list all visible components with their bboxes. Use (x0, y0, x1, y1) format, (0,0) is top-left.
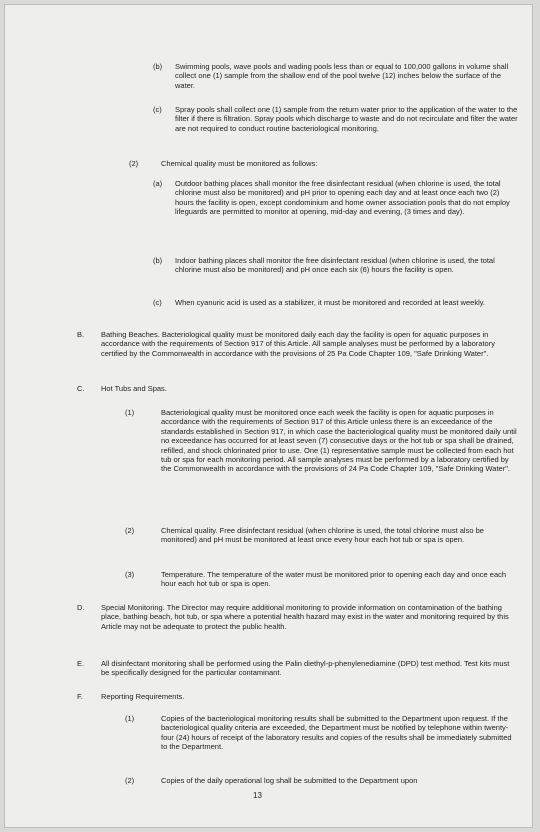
item-f1-bacteriological-results: Copies of the bacteriological monitoring results shall be submitted to the Department upon request. If the bacteriological quality criteria are exceeded, the Department must be notified by telephone within twenty-four (24) hours of receipt of the laboratory results and copies of the results shall be immediately submitted to the Department. (161, 714, 512, 752)
item-c3-label: (3) (125, 570, 135, 579)
item-2c-cyanuric-acid: When cyanuric acid is used as a stabilizer, it must be monitored and recorded at least weekly. (175, 298, 486, 307)
item-c3-temperature: Temperature. The temperature of the water must be monitored prior to opening each day and once each hour each hot tub or spa is open. (161, 570, 507, 589)
item-c2-label: (2) (125, 526, 135, 535)
item-f2-operational-log: Copies of the daily operational log shall be submitted to the Department upon (161, 776, 418, 785)
item-c1-label: (1) (125, 408, 135, 417)
item-2a-label: (a) (153, 179, 163, 188)
item-c1-bacteriological: Bacteriological quality must be monitored once each week the facility is open for aquatic purposes in accordance with the requirements of Section 917 of this Article unless there is an exceedance of the standards established in Section 917, in which case the bacteriological quality must be monitored daily until no exceedance has occurred for at least seven (7) consecutive days or the hot tub or spa shall be drained, refilled, and shock chlorinated prior to use. One (1) representative sample must be collected from each hot tub or spa for each monitoring period. All sample analyses must be performed by a laboratory certified by the Commonwealth in accordance with the provisions of 24 Pa Code Chapter 109, "Safe Drinking Water". (161, 408, 517, 474)
section-e-disinfectant: All disinfectant monitoring shall be performed using the Palin diethyl-p-phenylenediamine (DPD) test method. Test kits must be specifically designed for the particular contaminant. (101, 659, 510, 678)
page-number: 13 (253, 791, 262, 800)
item-2c-label: (c) (153, 298, 162, 307)
document-page (4, 4, 533, 828)
section-c-hot-tubs: Hot Tubs and Spas. (101, 384, 167, 393)
section-d-label: D. (77, 603, 85, 612)
item-b-swimming-pools: Swimming pools, wave pools and wading pools less than or equal to 100,000 gallons in volume shall collect one (1) sample from the shallow end of the pool twelve (12) inches below the surface of the water. (175, 62, 509, 90)
item-c-spray-pools: Spray pools shall collect one (1) sample from the return water prior to the application of the water to the filter if there is filtration. Spray pools which discharge to waste and do not recirculate and filter the water are not required to conduct routine bacteriological monitoring. (175, 105, 518, 133)
section-d-special-monitoring: Special Monitoring. The Director may require additional monitoring to provide information on contamination of the bathing place, bathing beach, hot tub, or spa where a potential health hazard may exist in the water and monitoring required by this Article may not be adequate to protect the public health. (101, 603, 509, 631)
item-2b-indoor-bathing: Indoor bathing places shall monitor the free disinfectant residual (when chlorine is used, the total chlorine must also be monitored) and pH once each six (6) hours the facility is open. (175, 256, 495, 275)
item-2-chemical-quality: Chemical quality must be monitored as follows: (161, 159, 318, 168)
item-2a-outdoor-bathing: Outdoor bathing places shall monitor the free disinfectant residual (when chlorine is used, the total chlorine must also be monitored) and pH prior to opening each day and at least once each two (2) hours the facility is open, except condominium and home owner association pools that do not employ lifeguards are permitted to monitor at opening, mid-day and evening, (3 times and day). (175, 179, 510, 217)
item-2-label: (2) (129, 159, 139, 168)
section-c-label: C. (77, 384, 85, 393)
section-f-reporting: Reporting Requirements. (101, 692, 185, 701)
item-f2-label: (2) (125, 776, 135, 785)
item-b-label: (b) (153, 62, 163, 71)
item-2b-label: (b) (153, 256, 163, 265)
item-f1-label: (1) (125, 714, 135, 723)
section-b-bathing-beaches: Bathing Beaches. Bacteriological quality must be monitored daily each day the facility is open for aquatic purposes in accordance with the requirements of Section 917 of this Article. All sample analyses must be performed by a laboratory certified by the Commonwealth in accordance with the provisions of 25 Pa Code Chapter 109, "Safe Drinking Water". (101, 330, 495, 358)
section-f-label: F. (77, 692, 83, 701)
item-c2-chemical-quality: Chemical quality. Free disinfectant residual (when chlorine is used, the total chlorine must also be monitored) and pH must be monitored at least once every hour each hot tub or spa is open. (161, 526, 484, 545)
item-c-label: (c) (153, 105, 162, 114)
section-b-label: B. (77, 330, 85, 339)
section-e-label: E. (77, 659, 85, 668)
